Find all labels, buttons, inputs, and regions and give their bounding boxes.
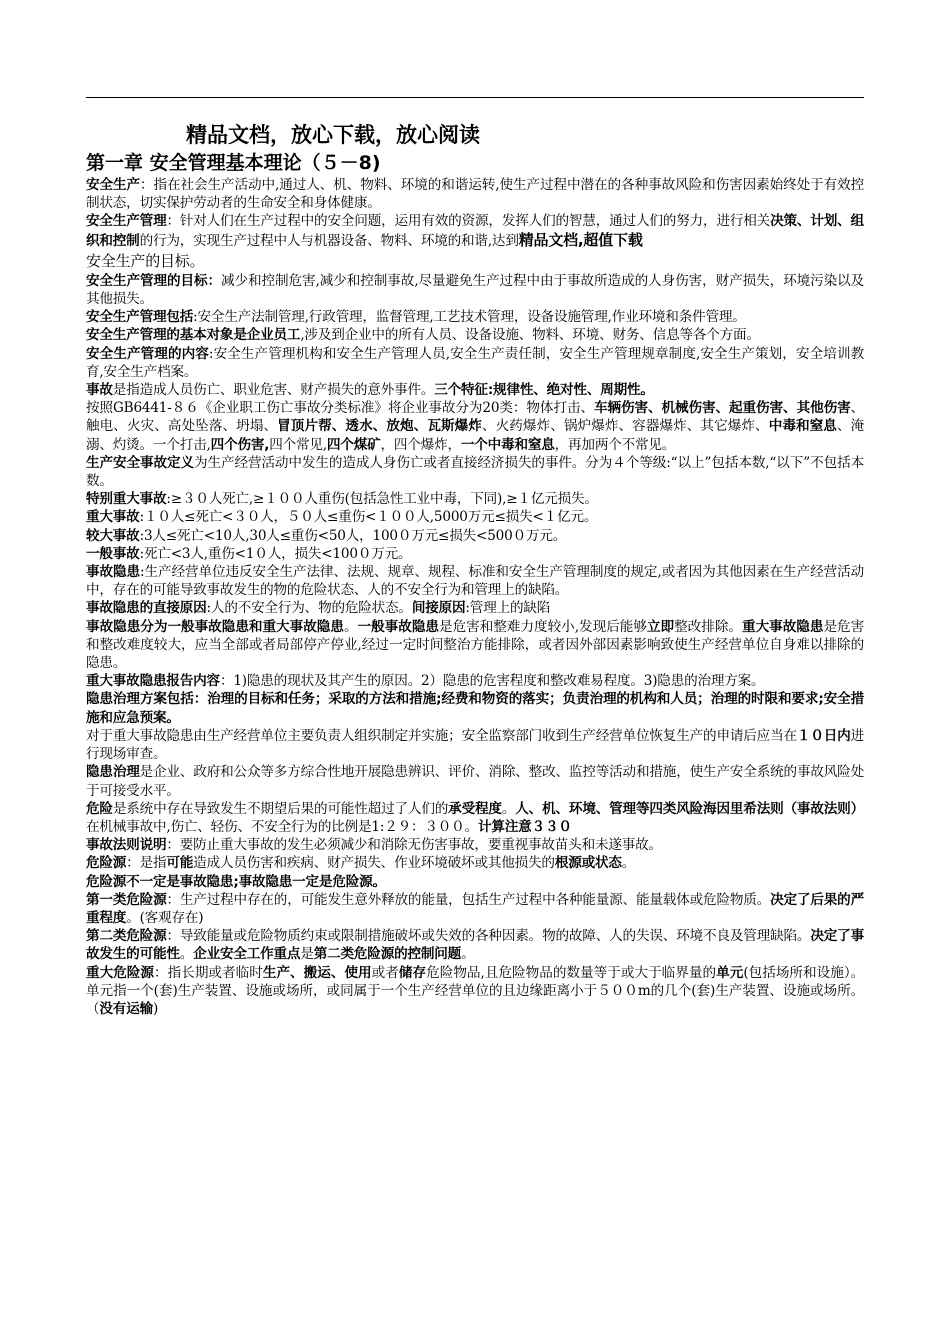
bold-term: 安全生产管理的目标：: [86, 272, 222, 289]
paragraph: [86, 563, 864, 599]
bold-term: 精品文档,超值下载: [518, 230, 643, 249]
bold-term: 重大事故隐患: [742, 618, 824, 635]
paragraph: [86, 454, 864, 490]
text-run: 对于重大事故隐患由生产经营单位主要负责人组织制定并实施；安全监察部门收到生产经营单位恢复生产的申请后应当在: [86, 727, 797, 744]
bold-term: 重大事故隐患报告内容: [86, 673, 220, 690]
header-rule: [86, 97, 864, 98]
text-run: 在机械事故中,伤亡、轻伤、不安全行为的比例是1:２９：３００。: [86, 818, 478, 835]
bold-term: 四个煤矿: [326, 436, 381, 453]
paragraph: [86, 212, 864, 249]
text-run: :生产经营单位违反安全生产法律、法规、规章、规程、标准和安全生产管理制度的规定,或者因为其他因素在生产经营活动中，存在的可能导致事故发生的物的危险状态、人的不安全行为和管理上的缺陷。: [86, 564, 864, 599]
text-run: ：1)隐患的现状及其产生的原因。2）隐患的危害程度和整改难易程度。3)隐患的治理方案。: [219, 673, 765, 690]
paragraph: [86, 250, 864, 272]
paragraph: [86, 727, 864, 763]
bold-term: 立即: [646, 618, 675, 635]
paragraph: [86, 891, 864, 927]
document-page: [86, 106, 864, 1018]
bold-term: 事故: [86, 382, 113, 399]
bold-term: 安全生产: [86, 177, 141, 193]
paragraph: [86, 964, 864, 1019]
text-run: 整改排除。: [674, 618, 742, 635]
bold-term: 可能: [166, 855, 194, 872]
paragraph: [86, 345, 864, 381]
bold-term: 安全生产管理包括: [86, 309, 194, 326]
bold-term: 事故隐患的直接原因: [86, 600, 207, 617]
text-run: 安全生产的目标。: [86, 251, 205, 270]
paragraph: [86, 618, 864, 673]
text-run: :≥３０人死亡,≥１００人重伤(包括急性工业中毒，下同),≥１亿元损失。: [166, 491, 598, 508]
bold-term: 隐患治理: [86, 764, 140, 781]
text-run: :管理上的缺陷: [465, 600, 551, 617]
text-run: :人的不安全行为、物的危险状态。: [206, 600, 412, 617]
text-run: 四个常见,: [269, 436, 327, 453]
text-run: 。: [461, 946, 475, 963]
bold-term: 车辆伤害、机械伤害、起重伤害、其他伤害: [593, 400, 851, 417]
page-banner: 精品文档，放心下载，放心阅读: [186, 123, 480, 147]
text-run: 。: [179, 946, 194, 963]
paragraph: [86, 873, 864, 891]
bold-term: 一个中毒和窒息: [460, 436, 555, 453]
paragraph: [86, 763, 864, 799]
paragraph: [86, 326, 864, 344]
text-run: 。(客观存在): [126, 909, 204, 926]
text-run: ，再加两个不常见。: [554, 436, 676, 453]
bold-term: 计算注意３３０: [477, 818, 572, 835]
paragraph: [86, 836, 864, 854]
paragraph: [86, 490, 864, 508]
text-run: 按照GB6441-８６《企业职工伤亡事故分类标准》将企业事故分为20类：物体打击、: [86, 400, 594, 417]
bold-term: 储存: [398, 964, 427, 981]
bold-term: 决策、计划、组织和控制: [86, 213, 864, 249]
text-run: ：是指: [126, 855, 167, 872]
paragraph: [86, 854, 864, 872]
text-run: ,涉及到企业中的所有人员、设备设施、物料、环境、财务、信息等各个方面。: [300, 327, 760, 344]
bold-term: 没有运输: [99, 1000, 153, 1017]
document-body: [86, 176, 864, 1018]
bold-term: 四个伤害,: [210, 436, 270, 453]
text-run: ：针对人们在生产过程中的安全问题，运用有效的资源，发挥人们的智慧，通过人们的努力，进行相关: [166, 213, 771, 230]
bold-term: 中毒和窒息: [768, 418, 837, 435]
text-run: 为生产经营活动中发生的造成人身伤亡或者直接经济损失的事件。分为４个等级:“以上”包括本数,“以下”不包括本数。: [86, 454, 864, 490]
paragraph: [86, 672, 864, 690]
bold-term: 特别重大事故: [86, 491, 167, 508]
chapter-title: 第一章 安全管理基本理论（５－8): [86, 152, 381, 174]
bold-term: 一般事故: [86, 545, 140, 562]
bold-term: 事故法则说明: [86, 837, 167, 854]
paragraph: [86, 527, 864, 545]
text-run: :死亡<3人,重伤<1０人，损失<100０万元。: [139, 545, 412, 562]
bold-term: 隐患治理方案包括：治理的目标和任务；采取的方法和措施;经费和物资的落实；负责治理的机构和人员；治理的时限和要求;安全措施和应急预案。: [86, 691, 864, 726]
paragraph: [86, 800, 864, 836]
bold-term: 重大事故: [86, 509, 140, 526]
text-run: (包括场所和设施）。单元指一个(套)生产装置、设施或场所，或同属于一个生产经营单位的且边缘距离小于５００m的几个(套)生产装置、设施或场所。（: [86, 964, 865, 1017]
text-run: ：指在社会生产活动中,通过人、机、物料、环境的和谐运转,使生产过程中潜在的各种事故风险和伤害因素始终处于有效控制状态，切实保护劳动者的生命安全和身体健康。: [86, 177, 864, 212]
text-run: 是危害和整难力度较小,发现后能够: [439, 618, 647, 635]
text-run: 。: [343, 618, 358, 635]
text-run: 、触电、火灾、高处坠落、坍塌、: [86, 400, 864, 435]
text-run: ，四个爆炸，: [380, 436, 461, 453]
bold-term: 事故隐患分为一般事故隐患和重大事故隐患: [86, 618, 344, 635]
bold-term: 三个特征:规律性、绝对性、周期性。: [434, 382, 654, 399]
text-run: 是: [300, 946, 314, 963]
paragraph: [86, 272, 864, 308]
text-run: :3人≤死亡<10人,30人≤重伤<50人，100０万元≤损失<500０万元。: [139, 527, 567, 544]
text-run: 减少和控制危害,减少和控制事故,尽量避免生产过程中由于事故所造成的人身伤害，财产损失，环境污染以及其他损失。: [86, 272, 865, 308]
bold-term: 根源或状态: [554, 855, 622, 872]
bold-term: 第一类危险源: [86, 891, 167, 908]
bold-term: 第二类危险源: [86, 928, 167, 945]
paragraph: [86, 381, 864, 399]
bold-term: 安全生产管理: [86, 213, 167, 230]
bold-term: 企业安全工作重点: [193, 946, 301, 963]
bold-term: 第二类危险源的控制问题: [313, 946, 462, 963]
text-run: 造成人员伤害和疾病、财产损失、作业环境破坏或其他损失的: [193, 855, 555, 872]
bold-term: 安全生产管理的内容: [86, 345, 209, 362]
text-run: ：生产过程中存在的，可能发生意外释放的能量，包括生产过程中各种能量源、能量载体或危险物质。: [166, 891, 771, 908]
text-run: ：指长期或者临时: [154, 964, 263, 981]
text-run: :１０人≤死亡<３０人，５０人≤重伤<１００人,5000万元≤损失<１亿元。: [139, 509, 598, 526]
bold-term: 安全生产管理的基本对象是企业员工: [86, 327, 301, 344]
bold-term: 危险: [86, 800, 113, 817]
text-run: ：要防止重大事故的发生必须减少和消除无伤害事故，要重视事故苗头和未遂事故。: [166, 837, 662, 854]
text-run: 或者: [371, 964, 399, 981]
text-run: 。: [501, 800, 516, 817]
paragraph: [86, 308, 864, 326]
text-run: 、淹溺、灼烫。一个打击,: [86, 418, 865, 453]
paragraph: [86, 399, 864, 454]
text-run: :安全生产管理机构和安全生产管理人员,安全生产责任制，安全生产管理规章制度,安全生产策划，安全培训教育,安全生产档案。: [86, 345, 864, 380]
text-run: 危险物品,且危险物品的数量等于或大于临界量的: [426, 964, 717, 981]
bold-term: 决定了后果的严重程度: [86, 891, 864, 926]
paragraph: [86, 176, 864, 212]
bold-term: 生产、搬运、使用: [262, 964, 372, 981]
text-run: 是企业、政府和公众等多方综合性地开展隐患辨识、评价、消除、整改、监控等活动和措施，使生产安全系统的事故风险处于可接受水平。: [86, 764, 864, 799]
paragraph: [86, 508, 864, 526]
text-run: ): [152, 1000, 159, 1017]
text-run: 的行为，实现生产过程中人与机器设备、物料、环境的和谐,达到: [139, 232, 519, 249]
bold-term: 事故隐患: [86, 564, 140, 581]
bold-term: 较大事故: [86, 527, 140, 544]
text-run: 是指造成人员伤亡、职业危害、财产损失的意外事件。: [112, 382, 435, 399]
bold-term: 重大危险源: [86, 964, 155, 981]
bold-term: 承受程度: [448, 800, 502, 817]
bold-term: 冒顶片帮、透水、放炮、瓦斯爆炸: [277, 418, 482, 435]
bold-term: 间接原因: [411, 600, 466, 617]
bold-term: 人、机、环境、管理等四类风险海因里希法则（事故法则）: [515, 800, 864, 817]
bold-term: １０日内: [796, 727, 851, 744]
bold-term: 危险源不一定是事故隐患;事故隐患一定是危险源。: [86, 873, 386, 890]
text-run: 是危害和整改难度较大，应当全部或者局部停产停业,经过一定时间整治方能排除，或者因外部因素影响致使生产经营单位自身难以排除的隐患。: [86, 618, 865, 672]
text-run: :安全生产法制管理,行政管理，监督管理,工艺技术管理，设备设施管理,作业环境和条件管理。: [193, 309, 746, 326]
bold-term: 危险源: [86, 855, 127, 872]
text-run: 进行现场审查。: [86, 727, 864, 763]
paragraph: [86, 545, 864, 563]
text-run: 是系统中存在导致发生不期望后果的可能性超过了人们的: [112, 800, 449, 817]
bold-term: 一般事故隐患: [357, 618, 439, 635]
paragraph: [86, 599, 864, 617]
text-run: ：导致能量或危险物质约束或限制措施破坏或失效的各种因素。物的故障、人的失误、环境不良及管理缺陷。: [166, 928, 811, 945]
bold-term: 生产安全事故定义: [86, 454, 194, 471]
paragraph: [86, 690, 864, 726]
text-run: 、火药爆炸、锅炉爆炸、容器爆炸、其它爆炸、: [481, 418, 769, 435]
paragraph: [86, 927, 864, 963]
bold-term: 决定了事故发生的可能性: [86, 928, 864, 963]
text-run: 。: [621, 855, 636, 872]
bold-term: 单元: [716, 964, 744, 981]
